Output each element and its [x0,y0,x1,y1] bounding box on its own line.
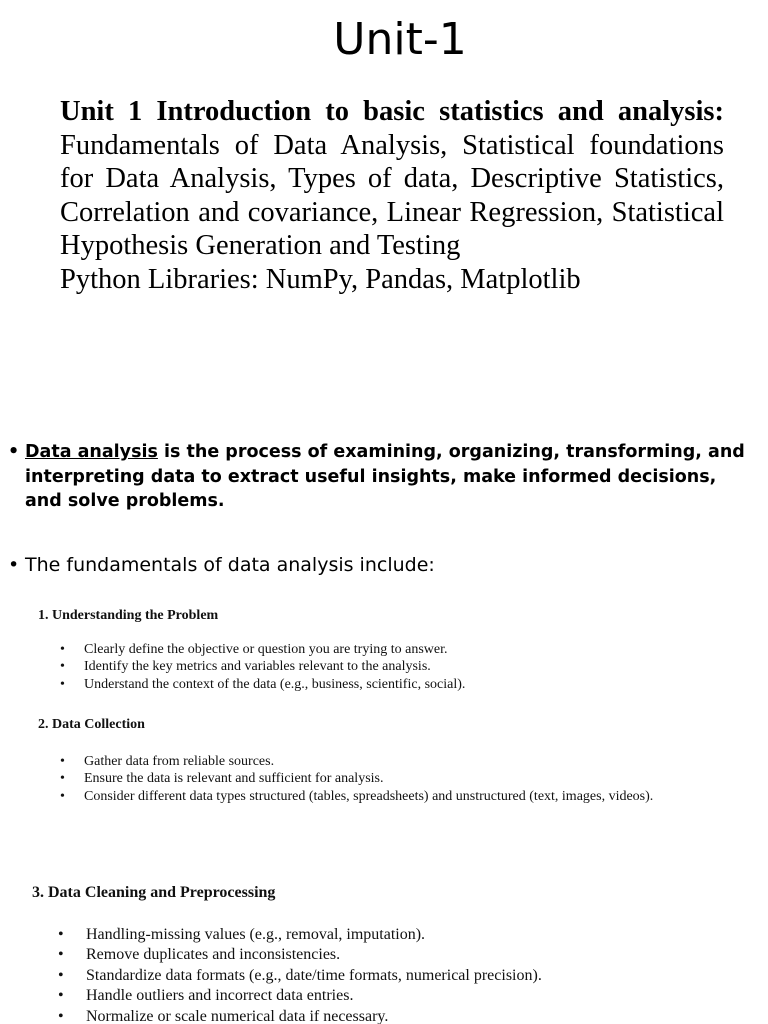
bullet-icon: • [60,788,65,804]
bullet-icon: • [60,753,65,769]
bullet-icon: • [58,987,64,1004]
bullet-icon: • [58,966,64,984]
list-item-text: Understand the context of the data (e.g., business, scientific, social). [84,676,466,692]
list-item-text: Clearly define the objective or question you are trying to answer. [84,641,448,657]
bullet-icon: • [58,946,64,963]
definition-term: Data analysis [25,442,158,462]
bullet-icon: • [60,659,65,674]
list-item-text: Identify the key metrics and variables relevant to the analysis. [84,659,431,674]
list-item-text: Handle outliers and incorrect data entries. [86,987,354,1004]
unit-topics-paragraph [60,95,724,263]
list-item [38,770,698,788]
section-list [32,925,732,1024]
fundamentals-row [8,552,748,578]
unit-topics: Fundamentals of Data Analysis, Statistical foundations for Data Analysis, Types of data, Descriptive Statistics, Correlation and covariance, Linear Regression, Statistical Hypothesis Generation and Testing [60,129,724,261]
section-understanding-problem [38,607,698,693]
definition-text [25,440,748,514]
bullet-icon: • [58,1007,64,1024]
bullet-icon: • [60,641,65,657]
list-item [38,658,698,676]
list-item-text: Consider different data types structured (tables, spreadsheets) and unstructured (text, images, videos). [84,788,654,804]
list-item-text: Normalize or scale numerical data if necessary. [86,1007,389,1024]
list-item-text: Gather data from reliable sources. [84,753,275,769]
list-item-text: Ensure the data is relevant and sufficient for analysis. [84,771,384,786]
section-data-collection [38,716,698,805]
list-item-text: Standardize data formats (e.g., date/time formats, numerical precision). [86,966,542,984]
bullet-icon: • [60,676,65,692]
unit-heading: Unit 1 Introduction to basic statistics and analysis: [60,96,724,127]
list-item [38,753,698,771]
list-item [32,945,732,966]
python-libraries: Python Libraries: NumPy, Pandas, Matplotlib [60,263,581,295]
bullet-icon: • [8,442,20,462]
definition-row [8,440,748,514]
list-item-text: Handling-missing values (e.g., removal, imputation). [86,925,426,943]
list-item [38,788,698,806]
list-item [32,1007,732,1024]
bullet-icon: • [60,771,65,786]
list-item [32,986,732,1007]
section-list [38,753,698,806]
list-item-text: Remove duplicates and inconsistencies. [86,946,341,963]
section-heading: 3. Data Cleaning and Preprocessing [32,884,276,901]
section-data-cleaning [32,883,732,1024]
fundamentals-intro: The fundamentals of data analysis include: [25,554,435,576]
unit-overview [60,95,724,296]
definition-body: is the process of examining, organizing, transforming, and interpreting data to extract useful insights, make informed decisions, and solve problems. [25,442,745,511]
section-heading: 2. Data Collection [38,717,145,732]
bullet-icon: • [58,925,64,943]
list-item [32,925,732,946]
bullet-icon: • [8,554,20,576]
definition-bullet [8,440,748,514]
section-list [38,641,698,694]
list-item [32,966,732,987]
fundamentals-bullet [8,552,748,578]
list-item [38,641,698,659]
section-heading: 1. Understanding the Problem [38,608,219,623]
page-title: Unit-1 [333,14,467,65]
list-item [38,676,698,694]
